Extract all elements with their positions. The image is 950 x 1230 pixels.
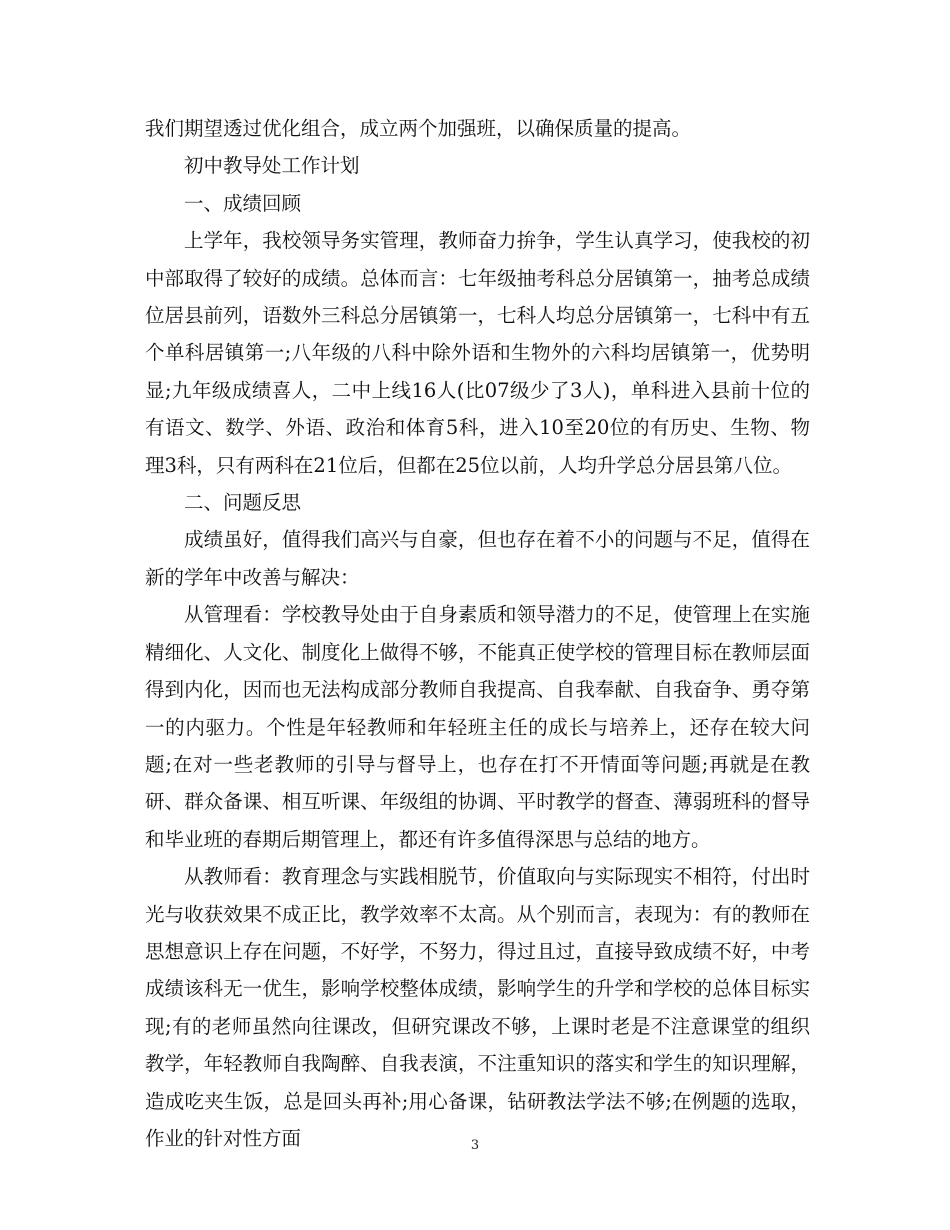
section-heading-reflection: 二、问题反思 bbox=[184, 491, 302, 515]
section-heading-review: 一、成绩回顾 bbox=[184, 191, 302, 215]
document-body bbox=[145, 110, 810, 1157]
page-number: 3 bbox=[470, 1138, 480, 1153]
document-title: 初中教导处工作计划 bbox=[184, 154, 360, 178]
paragraph-review: 上学年，我校领导务实管理，教师奋力拚争，学生认真学习，使我校的初中部取得了较好的成绩。总体而言：七年级抽考科总分居镇第一，抽考总成绩位居县前列，语数外三科总分居镇第一，七科人均总分居镇第一，七科中有五个单科居镇第一;八年级的八科中除外语和生物外的六科均居镇第一，优势明显;九年级成绩喜人，二中上线16人(比07级少了3人)，单科进入县前十位的有语文、数学、外语、政治和体育5科，进入10至20位的有历史、生物、物理3科，只有两科在21位后，但都在25位以前，人均升学总分居县第八位。 bbox=[145, 229, 810, 477]
paragraph-reflection-intro: 成绩虽好，值得我们高兴与自豪，但也存在着不小的问题与不足，值得在新的学年中改善与解决： bbox=[145, 528, 810, 589]
paragraph-management: 从管理看：学校教导处由于自身素质和领导潜力的不足，使管理上在实施精细化、人文化、制度化上做得不够，不能真正使学校的管理目标在教师层面得到内化，因而也无法构成部分教师自我提高、自我奉献、自我奋争、勇夺第一的内驱力。个性是年轻教师和年轻班主任的成长与培养上，还存在较大问题;在对一些老教师的引导与督导上，也存在打不开情面等问题;再就是在教研、群众备课、相互听课、年级组的协调、平时教学的督查、薄弱班科的督导和毕业班的春期后期管理上，都还有许多值得深思与总结的地方。 bbox=[145, 603, 810, 851]
paragraph-teachers: 从教师看：教育理念与实践相脱节，价值取向与实际现实不相符，付出时光与收获效果不成正比，教学效率不太高。从个别而言，表现为：有的教师在思想意识上存在问题，不好学，不努力，得过且过，直接导致成绩不好，中考成绩该科无一优生，影响学校整体成绩，影响学生的升学和学校的总体目标实现;有的老师虽然向往课改，但研究课改不够，上课时老是不注意课堂的组织教学，年轻教师自我陶醉、自我表演，不注重知识的落实和学生的知识理解，造成吃夹生饭，总是回头再补;用心备课，钻研教法学法不够;在例题的选取，作业的针对性方面 bbox=[145, 865, 810, 1150]
paragraph-continuation: 我们期望透过优化组合，成立两个加强班，以确保质量的提高。 bbox=[145, 117, 692, 140]
